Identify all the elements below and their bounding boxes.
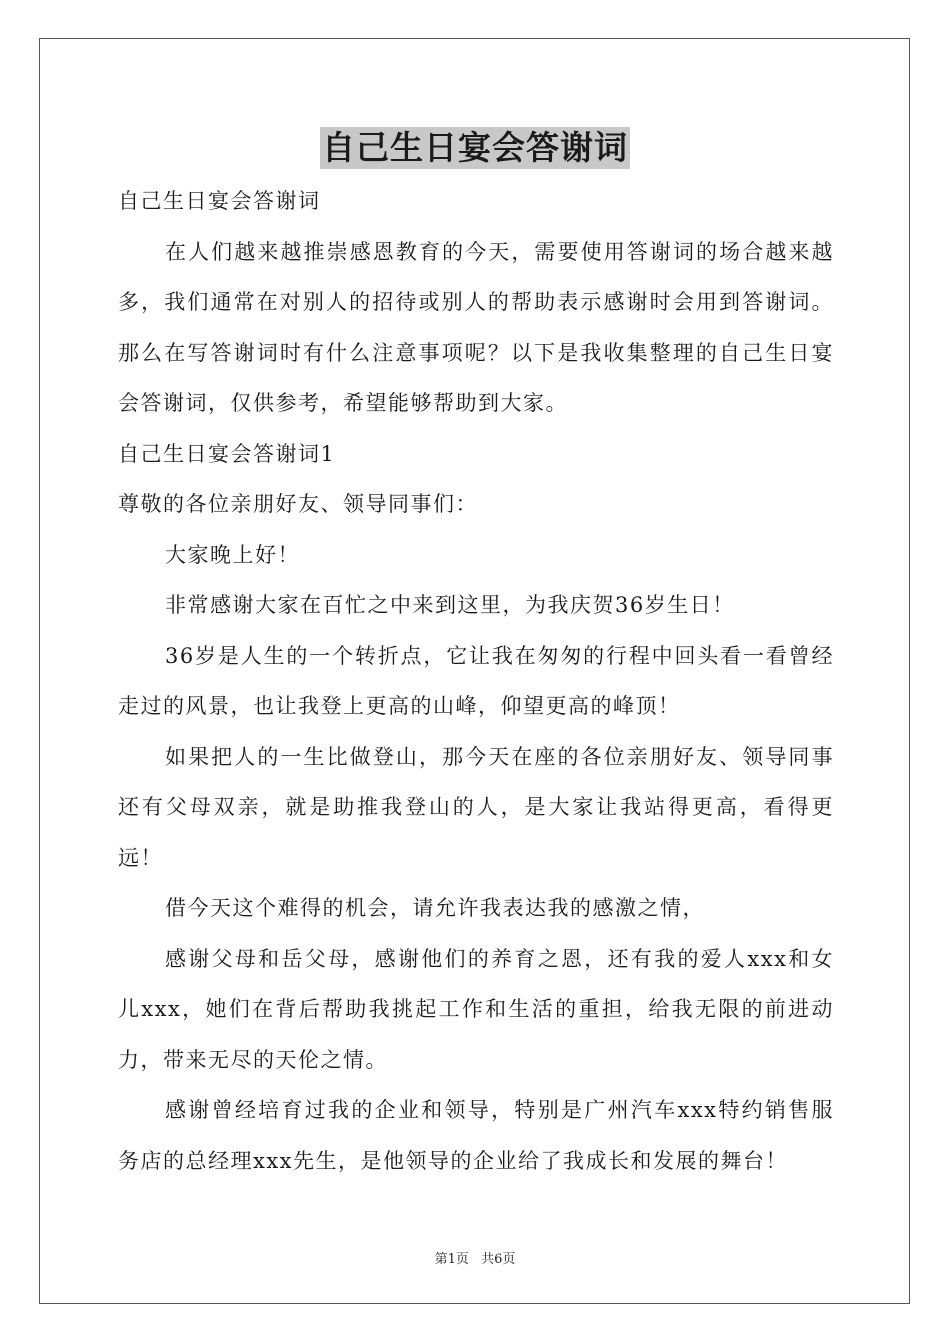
section-heading: 自己生日宴会答谢词1 <box>118 441 336 466</box>
salutation-paragraph: 尊敬的各位亲朋好友、领导同事们： <box>118 492 478 516</box>
document-title: 自己生日宴会答谢词 <box>322 128 628 167</box>
page-total: 共6页 <box>481 1252 516 1267</box>
title-container <box>0 127 950 169</box>
greeting-paragraph: 大家晚上好！ <box>165 542 300 567</box>
page-number: 第1页 <box>434 1252 469 1267</box>
intro-paragraph: 在人们越来越推崇感恩教育的今天，需要使用答谢词的场合越来越多，我们通常在对别人的招待或别人的帮助表示感谢时会用到答谢词。那么在写答谢词时有什么注意事项呢？以下是我收集整理的自己生日宴会答谢词，仅供参考，希望能够帮助到大家。 <box>118 239 834 415</box>
body-paragraph: 非常感谢大家在百忙之中来到这里，为我庆贺36岁生日！ <box>165 593 735 617</box>
document-body <box>118 176 834 1186</box>
body-paragraph: 感谢父母和岳父母，感谢他们的养育之恩，还有我的爱人xxx和女儿xxx，她们在背后帮助我挑起工作和生活的重担，给我无限的前进动力，带来无尽的天伦之情。 <box>118 946 834 1072</box>
body-paragraph: 感谢曾经培育过我的企业和领导，特别是广州汽车xxx特约销售服务店的总经理xxx先生，是他领导的企业给了我成长和发展的舞台！ <box>118 1098 834 1173</box>
page-footer <box>0 1248 950 1267</box>
body-paragraph: 借今天这个难得的机会，请允许我表达我的感激之情， <box>165 896 705 920</box>
body-paragraph: 36岁是人生的一个转折点，它让我在匆匆的行程中回头看一看曾经走过的风景，也让我登上更高的山峰，仰望更高的峰顶！ <box>118 643 834 718</box>
subtitle-paragraph: 自己生日宴会答谢词 <box>118 189 321 213</box>
body-paragraph: 如果把人的一生比做登山，那今天在座的各位亲朋好友、领导同事还有父母双亲，就是助推我登山的人，是大家让我站得更高，看得更远！ <box>118 744 834 870</box>
